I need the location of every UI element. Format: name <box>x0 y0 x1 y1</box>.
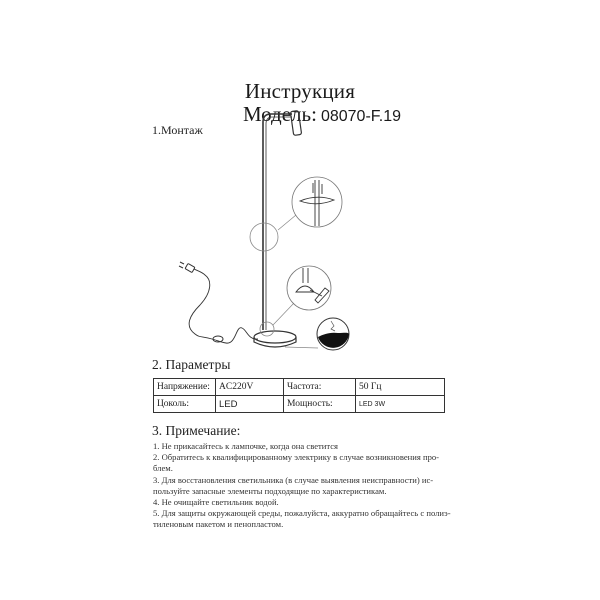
section-parameters-heading: 2. Параметры <box>152 357 231 372</box>
model-code: 08070-F.19 <box>320 108 402 125</box>
power-label: Мощность: <box>284 396 356 413</box>
lamp-base <box>254 331 296 347</box>
base-callout <box>260 322 274 336</box>
note-line: 4. Не очищайте светильник водой. <box>153 497 279 508</box>
socket-label: Цоколь: <box>154 396 216 413</box>
section-assembly-heading: 1.Монтаж <box>152 123 203 137</box>
power-value: LED 3W <box>356 396 445 413</box>
table-row <box>154 379 445 396</box>
voltage-value: AC220V <box>216 379 284 396</box>
note-line: тиленовым пакетом и пенопластом. <box>153 519 284 530</box>
pole-joint-detail-icon <box>300 180 334 226</box>
note-line: пользуйте запасные элементы подходящие по характеристикам. <box>153 485 387 496</box>
base-screw-detail-icon <box>296 268 329 303</box>
lamp-head-icon <box>290 111 301 136</box>
power-cord <box>189 269 258 343</box>
note-line: 2. Обратитесь к квалифицированному электрику в случае возникновения про- <box>153 452 440 463</box>
note-line: 1. Не прикасайтесь к лампочке, когда она светится <box>153 441 338 451</box>
note-line: 3. Для восстановления светильника (в случае выявления неисправности) ис- <box>153 474 434 485</box>
notes-list <box>153 441 473 531</box>
table-row <box>154 396 445 413</box>
frequency-label: Частота: <box>284 379 356 396</box>
parameters-table <box>153 378 445 413</box>
document-title: Инструкция <box>244 79 356 103</box>
note-line: 5. Для защиты окружающей среды, пожалуйста, аккуратно обращайтесь с полиэ- <box>153 508 451 519</box>
frequency-value: 50 Гц <box>356 379 445 396</box>
note-line: блем. <box>153 463 173 474</box>
pole-joint-detail <box>292 177 342 227</box>
voltage-label: Напряжение: <box>154 379 216 396</box>
pole-joint-callout <box>250 223 278 251</box>
base-screw-detail <box>287 266 331 310</box>
section-notes-heading: 3. Примечание: <box>152 423 241 438</box>
plug-icon <box>179 262 195 273</box>
socket-value: LED <box>216 396 284 413</box>
model-label: Модель: <box>243 102 317 126</box>
